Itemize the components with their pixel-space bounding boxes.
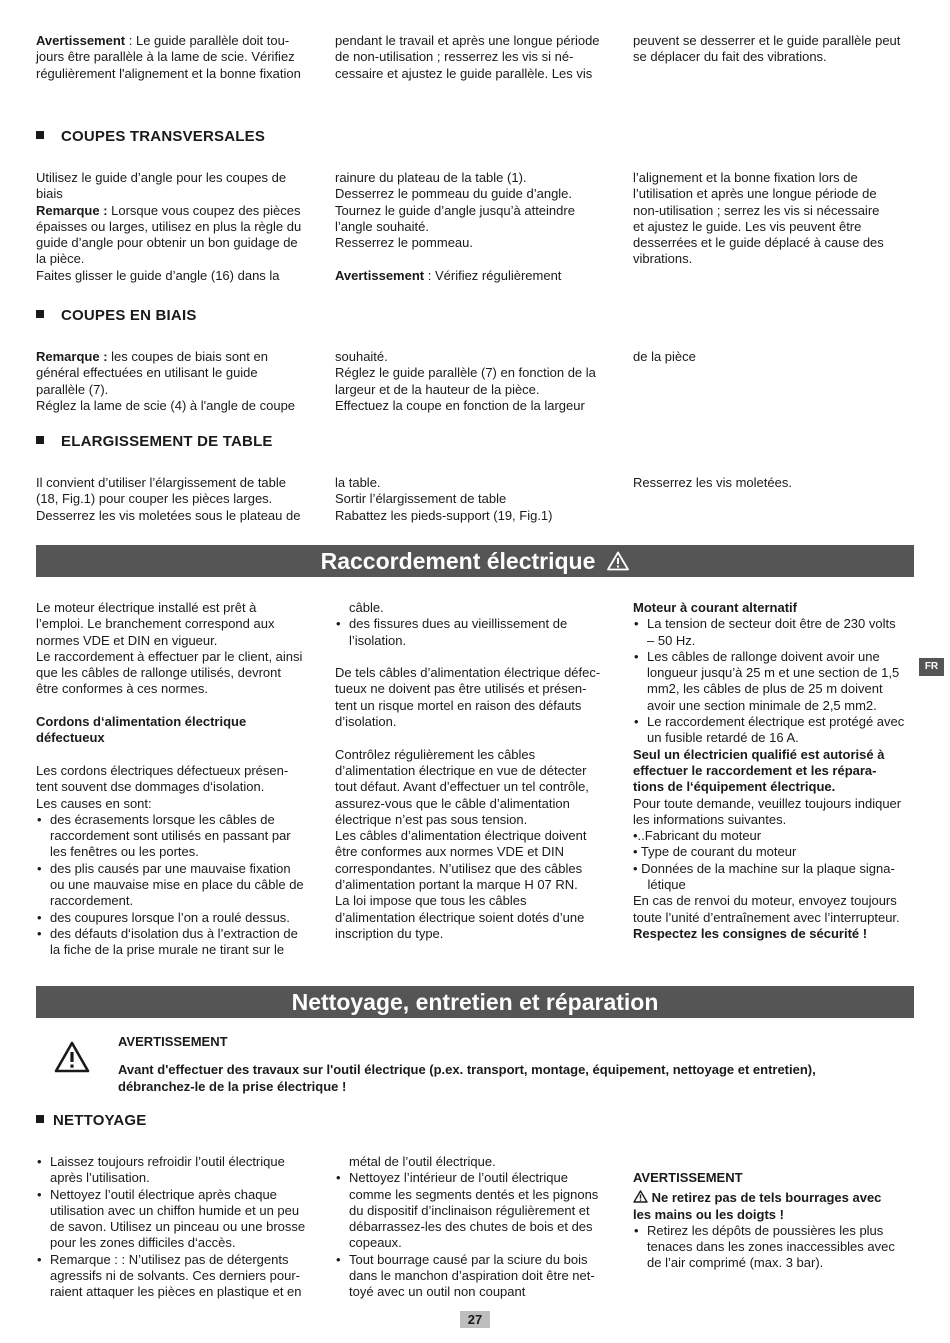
banner-raccordement-electrique: Raccordement électrique (36, 545, 914, 577)
nettoyage-col-1 (36, 1154, 316, 1301)
raccordement-col-1: Le moteur électrique installé est prêt à l’emploi. Le branchement correspond aux normes VDE et DIN en vigueur. Le raccordement à effectuer par le client, ainsi que les câbles de rallonge utilisés, devront être conformes à ces normes. Cordons d‘alimentation électrique défectueux Les cordons électriques défectueux présen- tent souvent dse dommages d‘isolation. Les causes en sont: • des écrasements lorsque les câbles de raccordement sont utilisés en passant par les fenêtres ou les portes. • des plis causés par une mauvaise fixation ou une mauvaise mise en place du câble de raccordement. • des coupures lorsque l’on a roulé dessus. • des défauts d‘isolation dus à l’extraction de la fiche de la prise murale ne tirant sur le (36, 600, 316, 959)
coupes-transversales-col-3: l’alignement et la bonne fixation lors de l’utilisation et après une longue période de non-utilisation ; serrez les vis si nécessaire et ajustez le guide. Les vis peuvent être desserrées et le guide déplacé à cause des vibrations. (633, 170, 884, 267)
elargissement-col-2: la table. Sortir l’élargissement de table Rabattez les pieds-support (19, Fig.1) (335, 475, 553, 523)
coupes-biais-col-3: de la pièce (633, 349, 696, 364)
warning-triangle-icon (633, 1190, 648, 1205)
list-item: • Tout bourrage causé par la sciure du bois dans le manchon d’aspiration doit être net- toyé avec un outil non coupant (335, 1252, 615, 1301)
list-item: • des écrasements lorsque les câbles de raccordement sont utilisés en passant par les fenêtres ou les portes. (36, 812, 316, 861)
raccordement-col-3: Moteur à courant alternatif • La tension de secteur doit être de 230 volts – 50 Hz. • Les câbles de rallonge doivent avoir une longueur jusqu’à 25 m et une section de 1,5 mm2, les câbles de plus de 25 m doivent avoir une section minimale de 2,5 mm2. • Le raccordement électrique est protégé avec un fusible retardé de 16 A. Seul un électricien qualifié est autorisé à effectuer le raccordement et les répara- tions de l‘équipement électrique. Pour toute demande, veuillez toujours indiquer les informations suivantes. •..Fabricant du moteur • Type de courant du moteur • Données de la machine sur la plaque signa- létique En cas de renvoi du moteur, envoyez toujours toute l’unité d’entraînement avec l’interrupteur. Respectez les consignes de sécurité ! (633, 600, 913, 942)
warning-title: AVERTISSEMENT (633, 1170, 743, 1185)
subheading-cordons: Cordons d‘alimentation électrique (36, 714, 247, 730)
bullet-square-icon (36, 131, 44, 139)
list-item: • Laissez toujours refroidir l’outil électrique après l’utilisation. (36, 1154, 316, 1187)
coupes-transversales-col-1: Utilisez le guide d’angle pour les coupes de biais Remarque : Lorsque vous coupez des pièces épaisses ou larges, utilisez en plus la règle du guide d’angle pour obtenir un bon guidage de la pièce. Faites glisser le guide d’angle (16) dans la (36, 170, 302, 283)
warning-text: Avant d'effectuer des travaux sur l'outil électrique (p.ex. transport, montage, équipement, nettoyage et entretien), débranchez-le de la prise électrique ! (118, 1062, 816, 1094)
bullet-square-icon (36, 1115, 44, 1123)
list-item: • Remarque : : N’utilisez pas de détergents agressifs ni de solvants. Ces derniers pour- raient attaquer les pièces en plastique et en (36, 1252, 316, 1301)
warning-title: AVERTISSEMENT (118, 1034, 228, 1049)
warning-label: Avertissement (36, 33, 126, 48)
list-item: • La tension de secteur doit être de 230 volts – 50 Hz. (633, 616, 913, 649)
subheading-moteur: Moteur à courant alternatif (633, 600, 797, 615)
top-col-3: peuvent se desserrer et le guide parallèle peut se déplacer du fait des vibrations. (633, 33, 901, 65)
coupes-biais-col-1: Remarque : les coupes de biais sont en général effectuées en utilisant le guide parallèle (7). Réglez la lame de scie (4) à l'angle de coupe (36, 349, 296, 413)
section-title-elargissement: ELARGISSEMENT DE TABLE (36, 433, 273, 450)
list-item: • Le raccordement électrique est protégé avec un fusible retardé de 16 A. (633, 714, 913, 747)
section-title-coupes-biais: COUPES EN BIAIS (36, 307, 197, 324)
section-title-coupes-transversales: COUPES TRANSVERSALES (36, 128, 265, 145)
nettoyage-col-3: AVERTISSEMENT Ne retirez pas de tels bourrages avec les mains ou les doigts ! • Retirez les dépôts de poussières les plus tenaces dans les zones inaccessibles avec de l’air comprimé (max. 3 bar). (633, 1170, 913, 1272)
list-item: • Nettoyez l’intérieur de l’outil électrique comme les segments dentés et les pignons du dispositif d’inclinaison régulièrement et débarrassez-les des chutes de bois et des copeaux. (335, 1170, 615, 1251)
elargissement-col-1: Il convient d’utiliser l’élargissement de table (18, Fig.1) pour couper les pièces larges. Desserrez les vis moletées sous le plateau de (36, 475, 301, 523)
elargissement-col-3: Resserrez les vis moletées. (633, 475, 792, 490)
page-number: 27 (460, 1311, 490, 1328)
list-item: • Les câbles de rallonge doivent avoir une longueur jusqu’à 25 m et une section de 1,5 mm2, les câbles de plus de 25 m doivent avoir une section minimale de 2,5 mm2. (633, 649, 913, 714)
coupes-transversales-col-2: rainure du plateau de la table (1). Desserrez le pommeau du guide d’angle. Tournez le guide d’angle jusqu’à atteindre l’angle souhaité. Resserrez le pommeau. Avertissement : Vérifiez régulièrement (335, 170, 575, 283)
list-item: • Nettoyez l’outil électrique après chaque utilisation avec un chiffon humide et un peu de savon. Utilisez un pinceau ou une brosse pour les zones difficiles d‘accès. (36, 1187, 316, 1252)
banner-nettoyage: Nettoyage, entretien et réparation (36, 986, 914, 1018)
causes-list (36, 812, 316, 959)
bullet-square-icon (36, 436, 44, 444)
raccordement-col-2: câble. • des fissures dues au vieillissement de l’isolation. De tels câbles d’alimentation électrique défec- tueux ne doivent pas être utilisés et présen- tent un risque mortel en raison des défauts d’isolation. Contrôlez régulièrement les câbles d’alimentation électrique en vue de détecter tout défaut. Avant d’effectuer un tel contrôle, assurez-vous que le câble d’alimentation électrique n’est pas sous tension. Les câbles d’alimentation électrique doivent être conformes aux normes VDE et DIN correspondantes. N’utilisez que des câbles d’alimentation portant la marque H 07 RN. La loi impose que tous les câbles d’alimentation électrique soient dotés d’une inscription du type. (335, 600, 615, 942)
list-item: • Retirez les dépôts de poussières les plus tenaces dans les zones inaccessibles avec de l’air comprimé (max. 3 bar). (633, 1223, 913, 1272)
list-item: • des fissures dues au vieillissement de l’isolation. (335, 616, 615, 649)
list-item: • des défauts d‘isolation dus à l’extraction de la fiche de la prise murale ne tirant sur le (36, 926, 316, 959)
list-item: • des coupures lorsque l’on a roulé dessus. (36, 910, 316, 926)
coupes-biais-col-2: souhaité. Réglez le guide parallèle (7) en fonction de la largeur et de la hauteur de la pièce. Effectuez la coupe en fonction de la largeur (335, 349, 596, 413)
warning-triangle-icon (54, 1041, 90, 1078)
section-title-nettoyage: NETTOYAGE (36, 1112, 147, 1129)
warning-triangle-icon (607, 547, 629, 579)
language-tab: FR (919, 658, 944, 676)
nettoyage-col-2: métal de l’outil électrique. • Nettoyez l’intérieur de l’outil électrique comme les segments dentés et les pignons du dispositif d’inclinaison régulièrement et débarrassez-les des chutes de bois et des copeaux. • Tout bourrage causé par la sciure du bois dans le manchon d’aspiration doit être net- toyé avec un outil non coupant (335, 1154, 615, 1301)
top-col-2: pendant le travail et après une longue période de non-utilisation ; resserrez les vis si né- cessaire et ajustez le guide parallèle. Les vis (335, 33, 600, 81)
top-col-1: Avertissement : Le guide parallèle doit tou- jours être parallèle à la lame de scie. Vérifiez régulièrement l'alignement et la bonne fixation (36, 33, 301, 81)
bullet-square-icon (36, 310, 44, 318)
list-item: • des plis causés par une mauvaise fixation ou une mauvaise mise en place du câble de raccordement. (36, 861, 316, 910)
